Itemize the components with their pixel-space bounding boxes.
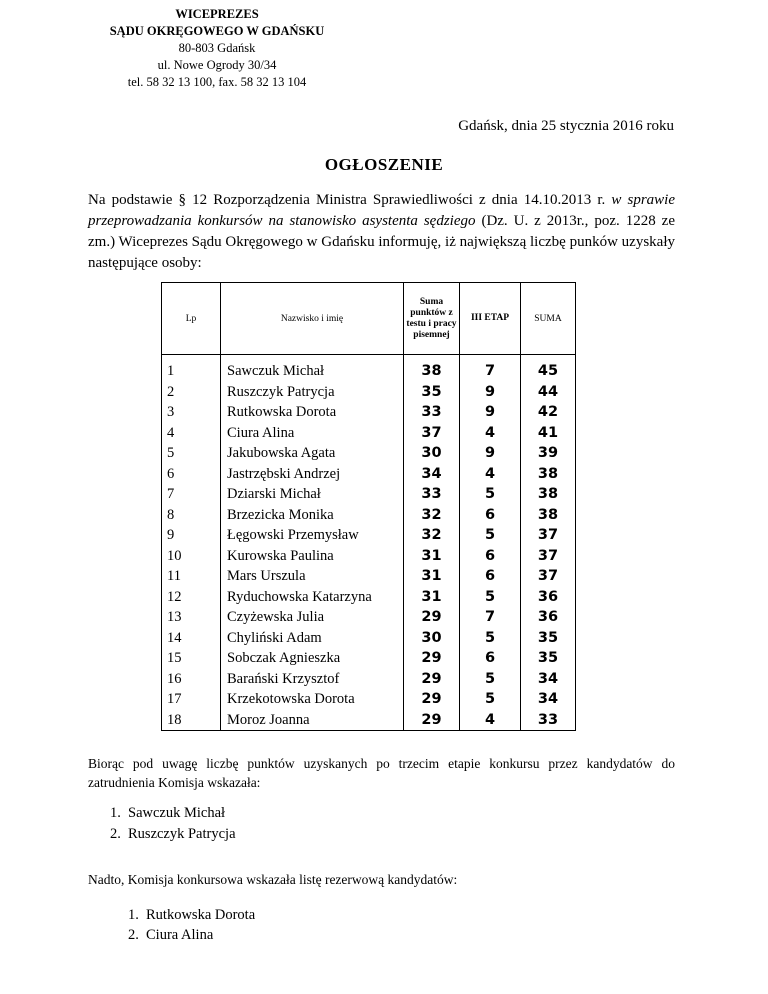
cell-total: 36	[521, 607, 576, 628]
table-row	[162, 423, 576, 444]
table-row	[162, 587, 576, 608]
cell-stage3: 7	[460, 607, 521, 628]
cell-name: Chyliński Adam	[221, 628, 404, 649]
cell-lp: 17	[162, 689, 221, 710]
cell-stage3: 9	[460, 402, 521, 423]
cell-name: Ciura Alina	[221, 423, 404, 444]
cell-name: Barański Krzysztof	[221, 669, 404, 690]
cell-lp: 6	[162, 464, 221, 485]
cell-stage3: 4	[460, 710, 521, 731]
cell-name: Kurowska Paulina	[221, 546, 404, 567]
cell-total: 35	[521, 628, 576, 649]
cell-name: Brzezicka Monika	[221, 505, 404, 526]
cell-stage3: 6	[460, 505, 521, 526]
cell-total: 34	[521, 669, 576, 690]
cell-lp: 18	[162, 710, 221, 731]
list-item: 2. Ruszczyk Patrycja	[110, 826, 236, 842]
cell-lp: 14	[162, 628, 221, 649]
cell-total: 39	[521, 443, 576, 464]
letterhead-street: ul. Nowe Ogrody 30/34	[157, 58, 277, 72]
cell-stage3: 6	[460, 648, 521, 669]
table-row	[162, 566, 576, 587]
cell-stage3: 6	[460, 566, 521, 587]
cell-total: 38	[521, 505, 576, 526]
intro-paragraph	[88, 190, 675, 274]
cell-name: Sawczuk Michał	[221, 355, 404, 382]
cell-name: Jakubowska Agata	[221, 443, 404, 464]
intro-text-italic: w sprawie przeprowadzania konkursów na stanowisko asystenta sędziego	[88, 192, 675, 229]
letterhead-postal: 80-803 Gdańsk	[178, 41, 256, 55]
cell-score: 33	[404, 402, 460, 423]
letterhead	[88, 6, 346, 91]
table-row	[162, 464, 576, 485]
header-total: SUMA	[521, 283, 576, 355]
cell-score: 29	[404, 689, 460, 710]
table-body	[162, 355, 576, 731]
cell-stage3: 5	[460, 484, 521, 505]
cell-score: 31	[404, 587, 460, 608]
reserve-paragraph: Nadto, Komisja konkursowa wskazała listę rezerwową kandydatów:	[88, 872, 458, 887]
table-row	[162, 546, 576, 567]
cell-lp: 13	[162, 607, 221, 628]
cell-stage3: 5	[460, 689, 521, 710]
cell-name: Rutkowska Dorota	[221, 402, 404, 423]
cell-score: 31	[404, 546, 460, 567]
cell-score: 38	[404, 355, 460, 382]
cell-total: 45	[521, 355, 576, 382]
table-row	[162, 382, 576, 403]
cell-name: Krzekotowska Dorota	[221, 689, 404, 710]
list-item: 2. Ciura Alina	[128, 927, 214, 943]
cell-lp: 1	[162, 355, 221, 382]
table-row	[162, 689, 576, 710]
cell-lp: 9	[162, 525, 221, 546]
cell-score: 33	[404, 484, 460, 505]
cell-lp: 11	[162, 566, 221, 587]
cell-total: 34	[521, 689, 576, 710]
cell-total: 36	[521, 587, 576, 608]
list-item: 1. Rutkowska Dorota	[128, 907, 256, 923]
cell-name: Ruszczyk Patrycja	[221, 382, 404, 403]
cell-lp: 3	[162, 402, 221, 423]
cell-total: 44	[521, 382, 576, 403]
cell-total: 38	[521, 464, 576, 485]
cell-stage3: 4	[460, 464, 521, 485]
cell-stage3: 5	[460, 587, 521, 608]
intro-text-1: Na podstawie § 12 Rozporządzenia Ministra Sprawiedliwości z dnia 14.10.2013 r.	[88, 192, 612, 208]
table-row	[162, 443, 576, 464]
cell-score: 30	[404, 443, 460, 464]
cell-name: Sobczak Agnieszka	[221, 648, 404, 669]
cell-stage3: 9	[460, 443, 521, 464]
cell-stage3: 7	[460, 355, 521, 382]
cell-lp: 10	[162, 546, 221, 567]
header-lp: Lp	[162, 283, 221, 355]
cell-lp: 2	[162, 382, 221, 403]
cell-score: 29	[404, 710, 460, 731]
letterhead-title: WICEPREZES	[175, 7, 259, 21]
cell-total: 37	[521, 546, 576, 567]
cell-lp: 4	[162, 423, 221, 444]
cell-score: 32	[404, 505, 460, 526]
place-date: Gdańsk, dnia 25 stycznia 2016 roku	[458, 118, 674, 134]
table-row	[162, 525, 576, 546]
selected-list	[110, 804, 236, 846]
cell-stage3: 5	[460, 628, 521, 649]
cell-lp: 8	[162, 505, 221, 526]
cell-score: 29	[404, 648, 460, 669]
cell-lp: 16	[162, 669, 221, 690]
list-item: 1. Sawczuk Michał	[110, 805, 226, 821]
intro-text-3: (Dz. U. z 2013r., poz. 1228 ze zm.) Wiceprezes Sądu Okręgowego w Gdańsku informuję, iż największą liczbę punków uzyskały następujące osoby:	[88, 213, 675, 271]
cell-score: 29	[404, 607, 460, 628]
letterhead-court: SĄDU OKRĘGOWEGO W GDAŃSKU	[109, 24, 325, 38]
cell-name: Moroz Joanna	[221, 710, 404, 731]
table-row	[162, 355, 576, 382]
table-row	[162, 484, 576, 505]
table-row	[162, 505, 576, 526]
cell-score: 34	[404, 464, 460, 485]
header-score: Suma punktów z testu i pracy pisemnej	[404, 283, 460, 355]
cell-score: 35	[404, 382, 460, 403]
cell-score: 31	[404, 566, 460, 587]
cell-name: Ryduchowska Katarzyna	[221, 587, 404, 608]
cell-name: Łęgowski Przemysław	[221, 525, 404, 546]
cell-name: Dziarski Michał	[221, 484, 404, 505]
results-table	[161, 282, 576, 731]
table-row	[162, 628, 576, 649]
cell-lp: 7	[162, 484, 221, 505]
table-row	[162, 607, 576, 628]
table-row	[162, 648, 576, 669]
reserve-list	[128, 906, 255, 946]
cell-name: Czyżewska Julia	[221, 607, 404, 628]
cell-name: Jastrzębski Andrzej	[221, 464, 404, 485]
cell-total: 37	[521, 525, 576, 546]
cell-stage3: 6	[460, 546, 521, 567]
cell-stage3: 5	[460, 525, 521, 546]
letterhead-phone: tel. 58 32 13 100, fax. 58 32 13 104	[127, 75, 307, 89]
commission-paragraph: Biorąc pod uwagę liczbę punktów uzyskanych po trzecim etapie konkursu przez kandydatów do zatrudnienia Komisja wskazała:	[88, 756, 675, 790]
cell-total: 33	[521, 710, 576, 731]
cell-total: 37	[521, 566, 576, 587]
cell-total: 35	[521, 648, 576, 669]
cell-total: 42	[521, 402, 576, 423]
document-title: OGŁOSZENIE	[324, 155, 444, 174]
cell-score: 32	[404, 525, 460, 546]
cell-stage3: 9	[460, 382, 521, 403]
cell-lp: 12	[162, 587, 221, 608]
cell-score: 37	[404, 423, 460, 444]
cell-total: 41	[521, 423, 576, 444]
cell-name: Mars Urszula	[221, 566, 404, 587]
cell-stage3: 5	[460, 669, 521, 690]
cell-stage3: 4	[460, 423, 521, 444]
table-row	[162, 402, 576, 423]
cell-lp: 15	[162, 648, 221, 669]
table-row	[162, 669, 576, 690]
header-stage3: III ETAP	[460, 283, 521, 355]
table-row	[162, 710, 576, 731]
cell-score: 29	[404, 669, 460, 690]
cell-lp: 5	[162, 443, 221, 464]
cell-total: 38	[521, 484, 576, 505]
cell-score: 30	[404, 628, 460, 649]
header-name: Nazwisko i imię	[221, 283, 404, 355]
